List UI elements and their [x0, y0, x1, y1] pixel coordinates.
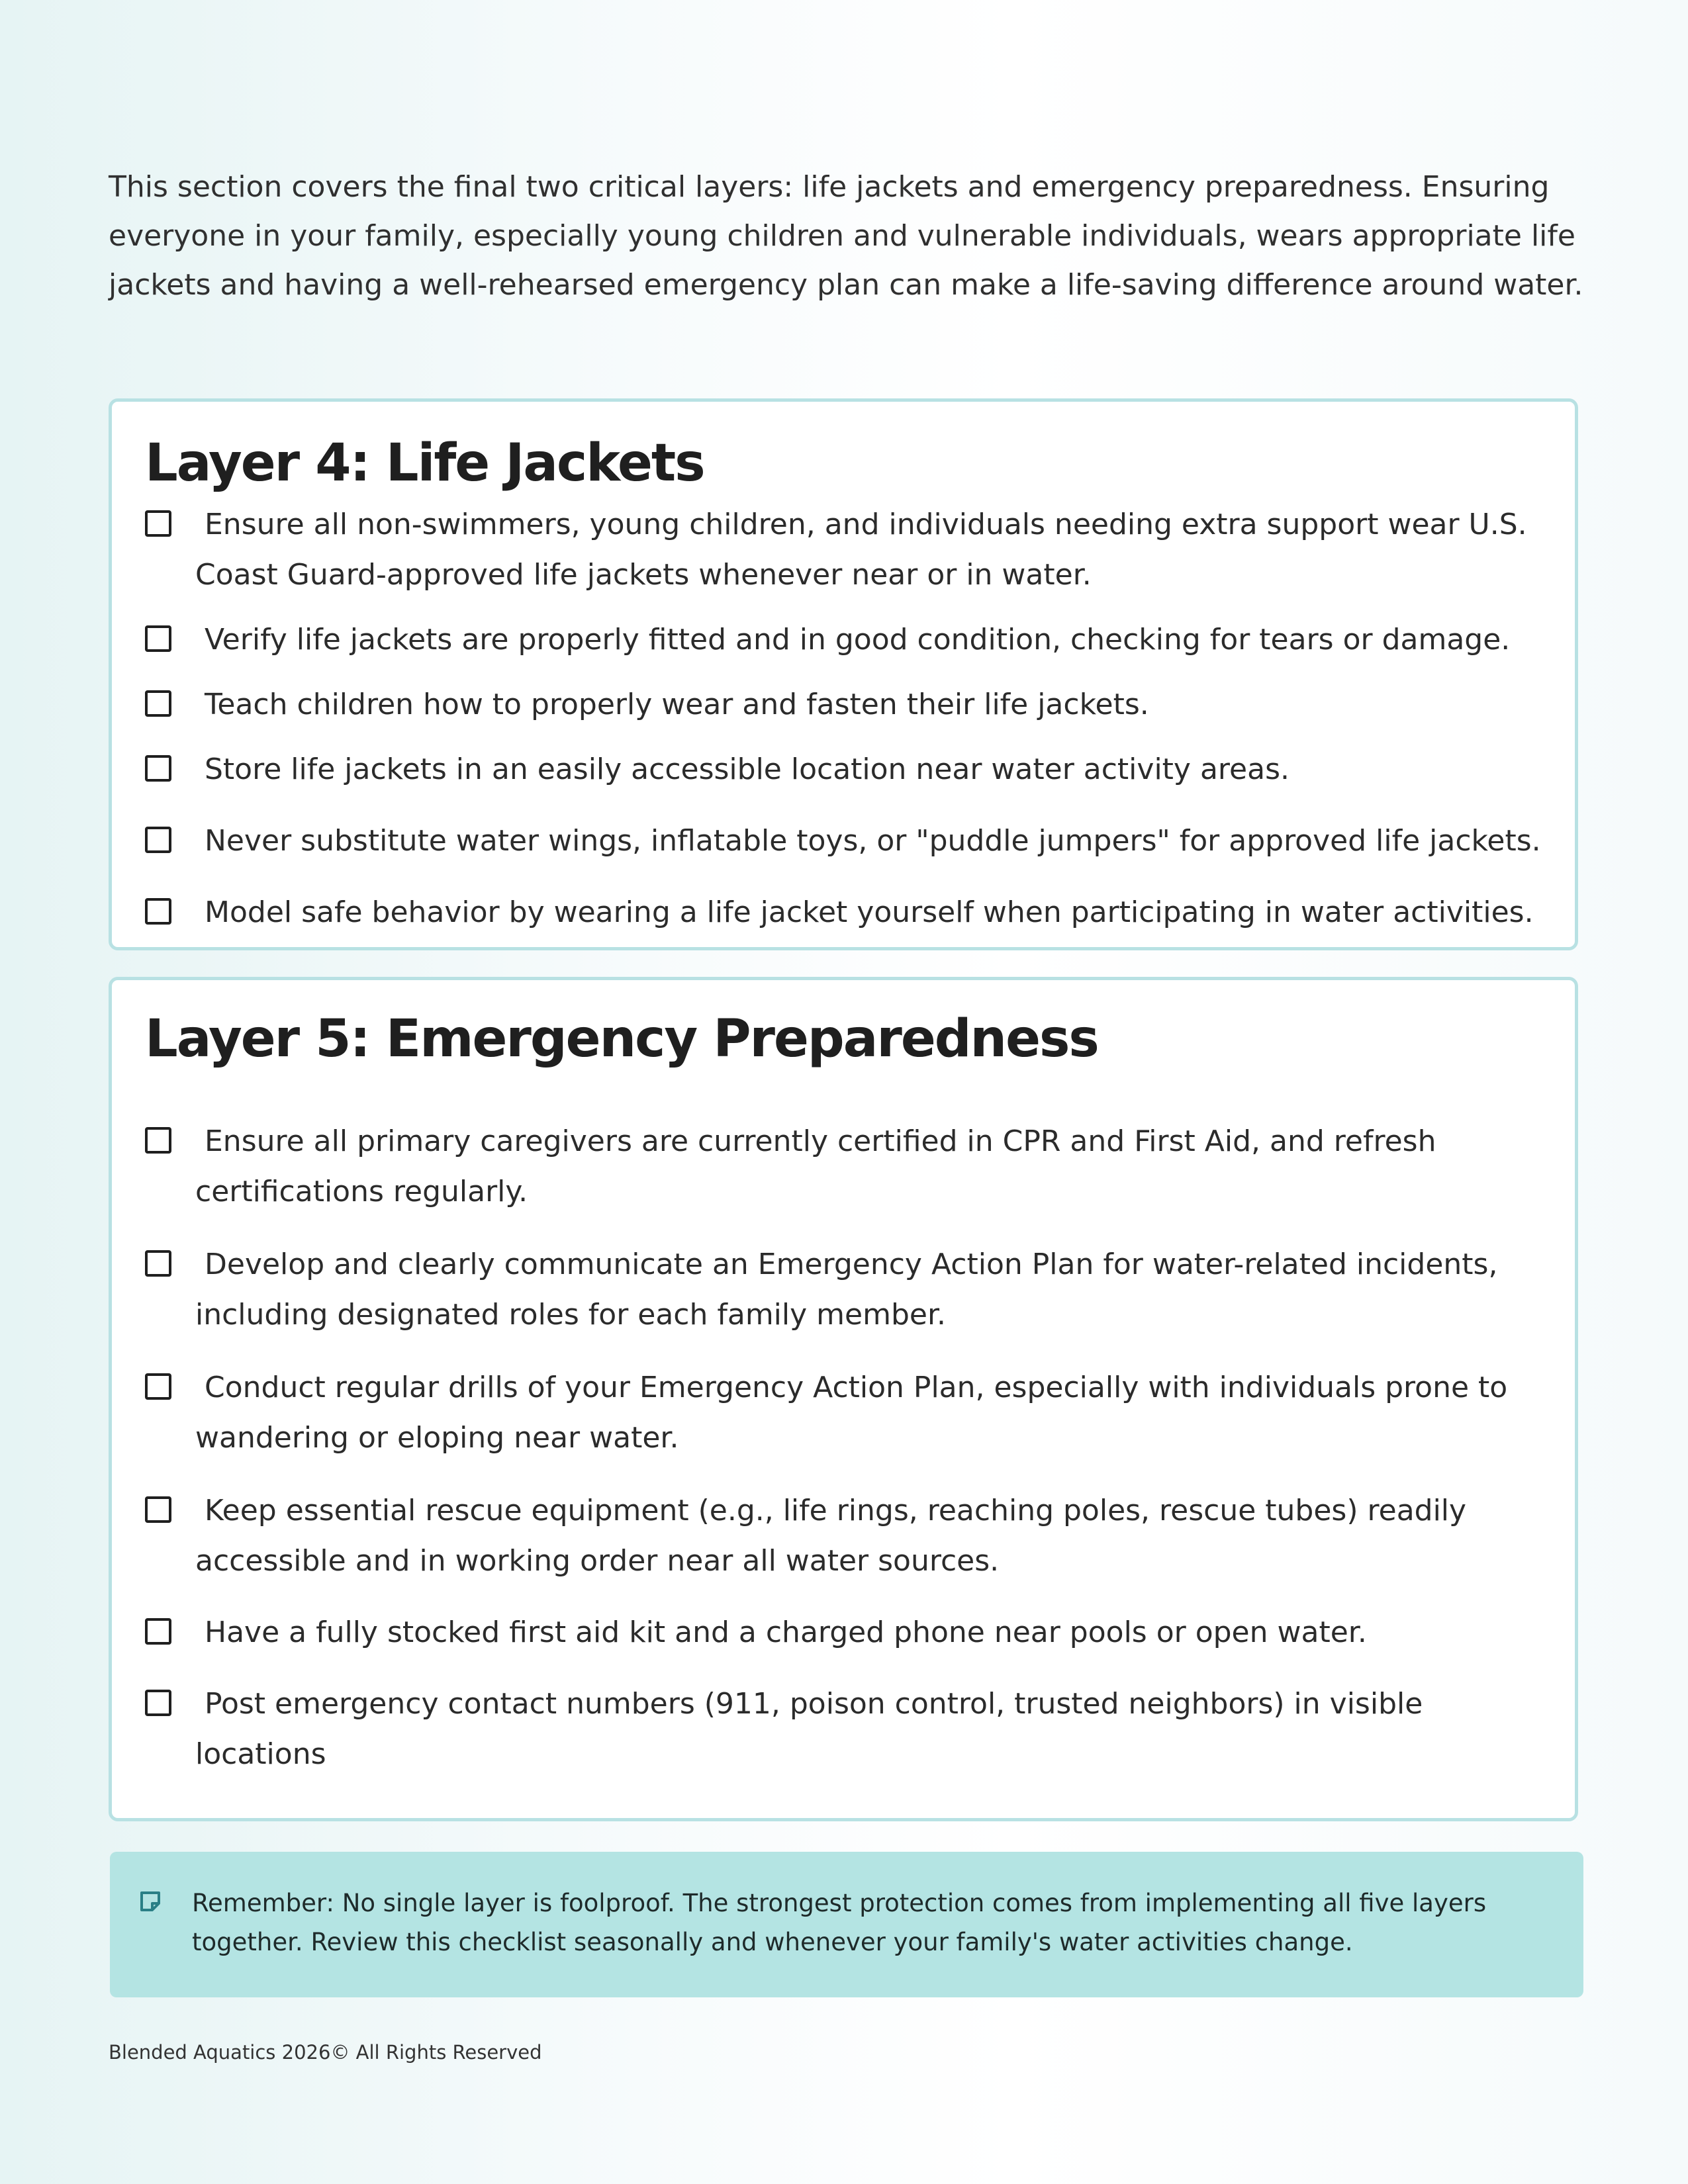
checklist-item	[145, 1240, 1562, 1340]
layer5-card	[109, 977, 1578, 1821]
checkbox[interactable]	[145, 510, 171, 537]
checkbox[interactable]	[145, 898, 171, 925]
checkbox[interactable]	[145, 1127, 171, 1154]
checklist-item-text: Ensure all non-swimmers, young children, and individuals needing extra support wear U.S. Coast Guard-approved life jackets whenever near or in water.	[195, 508, 1527, 592]
layer5-title: Layer 5: Emergency Preparedness	[145, 1009, 1098, 1069]
checkbox[interactable]	[145, 690, 171, 717]
checklist-item-text: Have a fully stocked first aid kit and a charged phone near pools or open water.	[205, 1615, 1367, 1649]
checklist-item	[145, 1363, 1562, 1463]
checklist-item-text: Verify life jackets are properly fitted and in good condition, checking for tears or damage.	[205, 623, 1511, 657]
checklist-item	[145, 1608, 1562, 1658]
checkbox[interactable]	[145, 1690, 171, 1716]
checkbox[interactable]	[145, 1373, 171, 1400]
checklist-item	[145, 615, 1562, 665]
checklist-item-text: Post emergency contact numbers (911, poison control, trusted neighbors) in visible locations	[195, 1687, 1423, 1771]
checklist-item-text: Teach children how to properly wear and fasten their life jackets.	[205, 688, 1149, 721]
checkbox[interactable]	[145, 755, 171, 782]
checklist-item	[145, 500, 1562, 600]
intro-paragraph: This section covers the final two critical layers: life jackets and emergency preparedness. Ensuring everyone in your family, especially young children and vulnerable individuals, wears appropriate life jackets and having a well-rehearsed emergency plan can make a life-saving difference around water.	[109, 170, 1583, 302]
checkbox[interactable]	[145, 1250, 171, 1277]
layer4-card	[109, 398, 1578, 950]
reminder-text: Remember: No single layer is foolproof. The strongest protection comes from implementing all five layers together. Review this checklist seasonally and whenever your family's water activities change.	[192, 1889, 1487, 1956]
checklist-item-text: Conduct regular drills of your Emergency Action Plan, especially with individuals prone to wandering or eloping near water.	[195, 1371, 1508, 1455]
checklist-item	[145, 680, 1562, 730]
checklist-item-text: Model safe behavior by wearing a life jacket yourself when participating in water activities.	[205, 895, 1534, 929]
checklist-item	[145, 887, 1562, 938]
checklist-item-text: Store life jackets in an easily accessible location near water activity areas.	[205, 752, 1289, 786]
checklist-item	[145, 1116, 1562, 1217]
checkbox[interactable]	[145, 827, 171, 853]
footer-copyright: Blended Aquatics 2026© All Rights Reserved	[109, 2041, 542, 2064]
checkbox[interactable]	[145, 625, 171, 652]
checklist-item-text: Keep essential rescue equipment (e.g., life rings, reaching poles, rescue tubes) readily accessible and in working order near all water sources.	[195, 1494, 1467, 1578]
checklist-item-text: Ensure all primary caregivers are currently certified in CPR and First Aid, and refresh certifications regularly.	[195, 1124, 1436, 1208]
checklist-item	[145, 1679, 1562, 1780]
checklist-item	[145, 745, 1562, 795]
reminder-callout	[110, 1852, 1583, 1997]
checklist-item	[145, 816, 1562, 866]
checkbox[interactable]	[145, 1496, 171, 1523]
checklist-item-text: Never substitute water wings, inflatable toys, or "puddle jumpers" for approved life jackets.	[205, 824, 1541, 858]
layer4-title: Layer 4: Life Jackets	[145, 433, 704, 493]
note-icon	[139, 1890, 162, 1913]
checklist-item-text: Develop and clearly communicate an Emergency Action Plan for water-related incidents, including designated roles for each family member.	[195, 1248, 1498, 1332]
checklist-item	[145, 1486, 1562, 1586]
checkbox[interactable]	[145, 1618, 171, 1645]
